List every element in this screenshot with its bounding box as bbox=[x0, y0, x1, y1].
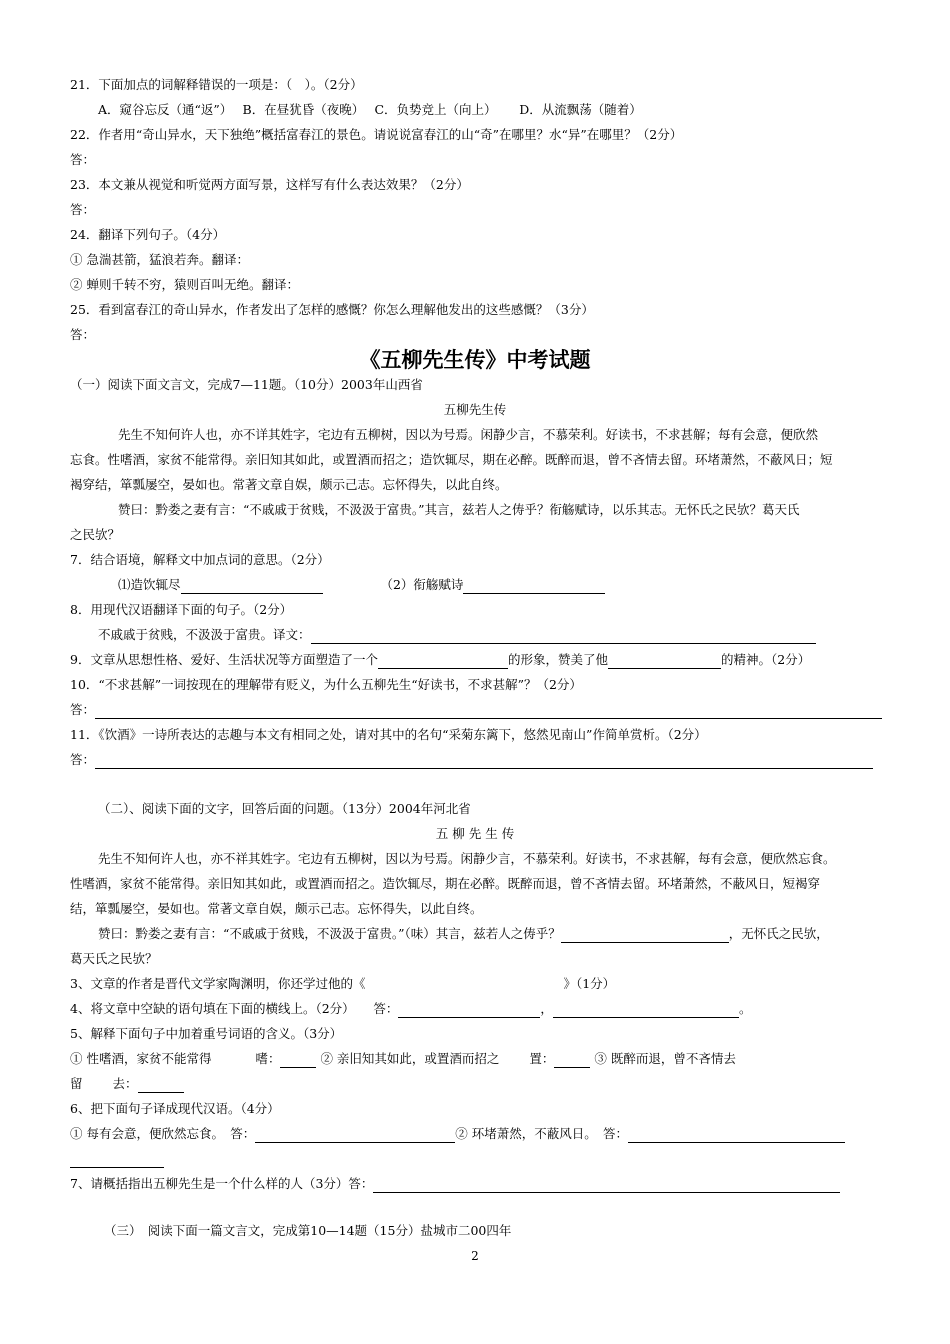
passage-2-line bbox=[98, 925, 829, 943]
question-24-item-1: ① 急湍甚箭，猛浪若奔。翻译： bbox=[70, 252, 249, 267]
question-3-part: 3、文章的作者是晋代文学家陶渊明，你还学过他的《 bbox=[70, 976, 366, 991]
answer-blank[interactable] bbox=[554, 1053, 590, 1068]
question-5-continued bbox=[70, 1075, 184, 1093]
answer-blank[interactable] bbox=[378, 654, 508, 669]
answer-line bbox=[70, 1150, 164, 1168]
passage-2-line: 先生不知何许人也，亦不祥其姓字。宅边有五柳树，因以为号焉。闲静少言，不慕荣利。好读书，不求甚解，每有会意，便欣然忘食。 bbox=[98, 851, 836, 866]
passage-2-text: 赞曰：黔娄之妻有言：“不戚戚于贫贱，不汲汲于富贵。”（味）其言，兹若人之俦乎？ bbox=[98, 926, 561, 941]
question-5-word: 置： bbox=[529, 1051, 555, 1066]
question-s2-3 bbox=[70, 975, 615, 993]
question-3-part: 》（1分） bbox=[563, 976, 616, 991]
question-s2-7 bbox=[70, 1175, 840, 1193]
question-s2-6: 6、把下面句子译成现代汉语。（4分） bbox=[70, 1101, 280, 1116]
question-23: 23．本文兼从视觉和听觉两方面写景，这样写有什么表达效果？（2分） bbox=[70, 177, 469, 192]
answer-blank[interactable] bbox=[95, 754, 873, 769]
passage-1-line: 先生不知何许人也，亦不详其姓字，宅边有五柳树，因以为号焉。闲静少言，不慕荣利。好读书，不求甚解；每有会意，便欣然 bbox=[118, 427, 819, 442]
answer-blank[interactable] bbox=[311, 629, 816, 644]
answer-blank[interactable] bbox=[255, 1128, 455, 1143]
answer-blank[interactable] bbox=[608, 654, 721, 669]
question-4-end: 。 bbox=[738, 1001, 752, 1016]
question-7-item-2: （2）衔觞赋诗 bbox=[380, 577, 464, 592]
question-5-item-3-cont: 留 bbox=[70, 1076, 83, 1091]
question-7-text: 7、请概括指出五柳先生是一个什么样的人（3分）答： bbox=[70, 1176, 374, 1191]
question-8-text: 不戚戚于贫贱，不汲汲于富贵。译文： bbox=[98, 627, 311, 642]
question-6-items bbox=[70, 1125, 845, 1143]
question-8: 8．用现代汉语翻译下面的句子。（2分） bbox=[70, 602, 293, 617]
question-9-part: 的精神。（2分） bbox=[720, 652, 811, 667]
question-25: 25．看到富春江的奇山异水，作者发出了怎样的感慨？你怎么理解他发出的这些感慨？（3分） bbox=[70, 302, 594, 317]
question-21-options bbox=[98, 101, 642, 119]
answer-blank[interactable] bbox=[95, 704, 882, 719]
answer-line bbox=[70, 751, 873, 769]
answer-blank[interactable] bbox=[280, 1053, 316, 1068]
question-8-sentence bbox=[98, 626, 816, 644]
passage-1-line: 赞曰：黔娄之妻有言：“不戚戚于贫贱，不汲汲于富贵。”其言，兹若人之俦乎？衔觞赋诗，以乐其志。无怀氏之民欤？葛天氏 bbox=[118, 502, 800, 517]
answer-blank[interactable] bbox=[463, 579, 605, 594]
option-c: C．负势竞上（向上） bbox=[374, 102, 491, 117]
option-d: D．从流飘荡（随着） bbox=[519, 102, 642, 117]
answer-label: 答： bbox=[70, 152, 96, 167]
passage-2-text: ，无怀氏之民欤， bbox=[728, 926, 829, 941]
answer-blank[interactable] bbox=[70, 1153, 164, 1168]
answer-blank[interactable] bbox=[181, 579, 323, 594]
question-5-word: 嗜： bbox=[255, 1051, 281, 1066]
question-7-item-1: ⑴造饮辄尽 bbox=[118, 577, 181, 592]
question-6-item-1: ① 每有会意，便欣然忘食。 答： bbox=[70, 1126, 256, 1141]
section-1-heading: 五柳先生传 bbox=[443, 402, 507, 417]
question-s2-5: 5、解释下面句子中加着重号词语的含义。（3分） bbox=[70, 1026, 343, 1041]
question-11: 11．《饮酒》一诗所表达的志趣与本文有相同之处，请对其中的名句“采菊东篱下，悠然见南山”作简单赏析。（2分） bbox=[70, 727, 707, 742]
section-3-intro: （三） 阅读下面一篇文言文，完成第10—14题（15分）盐城市二00四年 bbox=[104, 1223, 512, 1238]
question-22: 22．作者用“奇山异水，天下独绝”概括富春江的景色。请说说富春江的山“奇”在哪里？水“异”在哪里？（2分） bbox=[70, 127, 683, 142]
answer-line bbox=[70, 701, 882, 719]
question-9 bbox=[70, 651, 810, 669]
passage-1-line: 之民欤？ bbox=[70, 527, 121, 542]
question-7-items bbox=[118, 576, 605, 594]
question-5-item-1: ① 性嗜酒，家贫不能常得 bbox=[70, 1051, 212, 1066]
question-5-word: 去： bbox=[112, 1076, 138, 1091]
answer-blank[interactable] bbox=[398, 1003, 540, 1018]
page-title: 《五柳先生传》中考试题 bbox=[359, 347, 591, 372]
question-4-sep: ， bbox=[540, 1001, 553, 1016]
answer-label: 答： bbox=[70, 202, 96, 217]
section-1-intro: （一）阅读下面文言文，完成7—11题。（10分）2003年山西省 bbox=[70, 377, 423, 392]
answer-blank[interactable] bbox=[628, 1128, 845, 1143]
answer-blank[interactable] bbox=[373, 1178, 840, 1193]
page-number: 2 bbox=[471, 1249, 479, 1263]
passage-2-line: 葛天氏之民欤？ bbox=[70, 951, 158, 966]
question-21: 21．下面加点的词解释错误的一项是：（ ）。（2分） bbox=[70, 77, 363, 92]
question-24: 24．翻译下列句子。（4分） bbox=[70, 227, 226, 242]
question-s2-4 bbox=[70, 1000, 751, 1018]
section-2-intro: （二）、阅读下面的文字，回答后面的问题。（13分）2004年河北省 bbox=[98, 801, 471, 816]
question-7: 7．结合语境，解释文中加点词的意思。（2分） bbox=[70, 552, 330, 567]
option-b: B．在昼犹昏（夜晚） bbox=[242, 102, 358, 117]
question-5-items bbox=[70, 1050, 736, 1068]
option-a: A．窥谷忘反（通“返”） bbox=[98, 102, 227, 117]
question-6-item-2: ② 环堵萧然，不蔽风日。 答： bbox=[455, 1126, 628, 1141]
section-2-heading: 五 柳 先 生 传 bbox=[435, 826, 515, 841]
answer-blank[interactable] bbox=[138, 1078, 184, 1093]
question-10: 10．“不求甚解”一词按现在的理解带有贬义，为什么五柳先生“好读书，不求甚解”？（2分） bbox=[70, 677, 582, 692]
question-9-part: 的形象，赞美了他 bbox=[507, 652, 608, 667]
answer-label: 答： bbox=[70, 327, 96, 342]
question-24-item-2: ② 蝉则千转不穷，猿则百叫无绝。翻译： bbox=[70, 277, 299, 292]
answer-label: 答： bbox=[70, 702, 96, 717]
answer-blank[interactable] bbox=[561, 928, 729, 943]
question-9-part: 9．文章从思想性格、爱好、生活状况等方面塑造了一个 bbox=[70, 652, 378, 667]
passage-1-line: 褐穿结，箪瓢屡空，晏如也。常著文章自娱，颇示己志。忘怀得失，以此自终。 bbox=[70, 477, 508, 492]
question-5-item-2: ② 亲旧知其如此，或置酒而招之 bbox=[320, 1051, 500, 1066]
question-4-text: 4、将文章中空缺的语句填在下面的横线上。（2分） 答： bbox=[70, 1001, 399, 1016]
passage-1-line: 忘食。性嗜酒，家贫不能常得。亲旧知其如此，或置酒而招之；造饮辄尽，期在必醉。既醉而退，曾不吝情去留。环堵萧然，不蔽风日；短 bbox=[70, 452, 833, 467]
passage-2-line: 结，箪瓢屡空，晏如也。常著文章自娱，颇示己志。忘怀得失，以此自终。 bbox=[70, 901, 483, 916]
question-5-item-3: ③ 既醉而退，曾不吝情去 bbox=[594, 1051, 736, 1066]
answer-label: 答： bbox=[70, 752, 96, 767]
passage-2-line: 性嗜酒，家贫不能常得。亲旧知其如此，或置酒而招之。造饮辄尽，期在必醉。既醉而退，曾不吝情去留。环堵萧然，不蔽风日，短褐穿 bbox=[70, 876, 821, 891]
answer-blank[interactable] bbox=[553, 1003, 739, 1018]
